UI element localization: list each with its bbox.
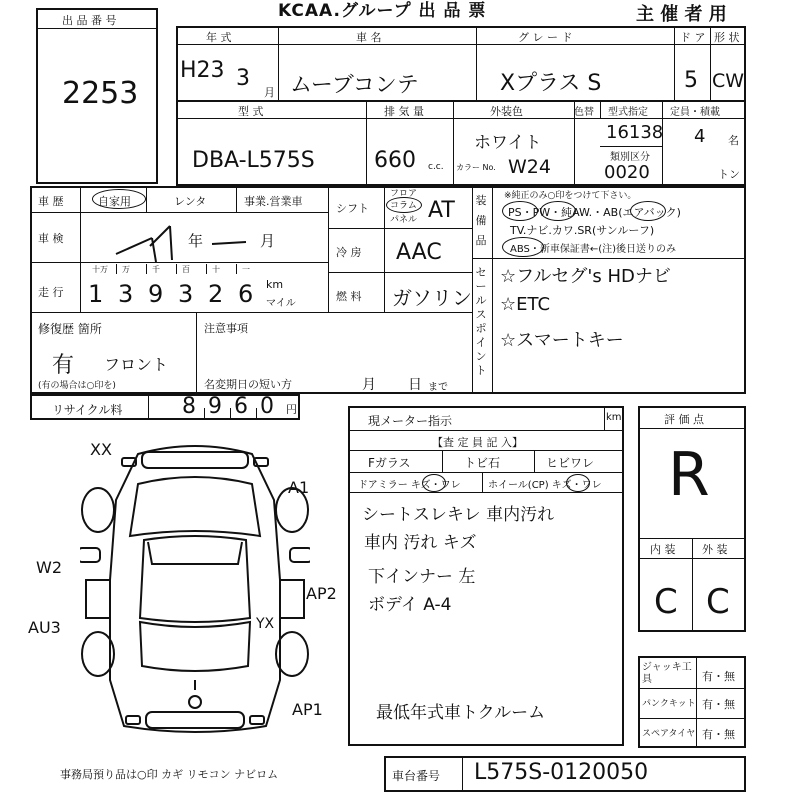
inspector-door-mirror: ドアミラー キズ・ワレ	[358, 480, 461, 491]
repair-value: 有	[52, 353, 75, 378]
chassis-value: L575S-0120050	[474, 760, 649, 785]
mileage-place-label: 千	[152, 265, 160, 274]
lot-number-box	[36, 8, 158, 184]
displacement-label: 排 気 量	[384, 105, 424, 118]
grade-value: R	[668, 440, 710, 510]
ac-value: AAC	[396, 240, 442, 265]
meter-label: 現メーター指示	[368, 414, 453, 428]
inspector-box	[348, 406, 624, 746]
inspector-f-glass: Fガラス	[368, 456, 411, 470]
mileage-digit: 2	[208, 280, 224, 308]
inspector-title: 【査 定 員 記 入】	[432, 436, 523, 449]
exterior-grade-label: 外 装	[702, 543, 728, 556]
capacity-unit: 名	[728, 134, 739, 147]
month-unit: 月	[264, 86, 275, 99]
fuel-value: ガソリン	[392, 286, 472, 310]
sales-side-label: セ ー ル ス ポ イ ン ト	[475, 266, 487, 377]
load-unit: トン	[718, 168, 740, 181]
spare-label: スペアタイヤ	[642, 729, 696, 739]
mileage-place-label: 万	[122, 265, 130, 274]
accessories-box	[638, 656, 746, 748]
history-label: 車 歴	[38, 195, 64, 208]
inspector-tobi: トビ石	[464, 456, 501, 470]
jack-label: ジャッキ工具	[642, 662, 692, 685]
inspection-strike	[112, 216, 272, 266]
equipment-side-label: 装 備 品	[475, 194, 487, 247]
diagram-mark-yx: YX	[256, 616, 275, 632]
grade-label: グ レ ー ド	[518, 31, 573, 44]
name-label: 車 名	[356, 31, 382, 44]
inspector-comment-1: シートスレキレ 車内汚れ	[362, 505, 555, 525]
color-no-value: W24	[508, 156, 551, 178]
exterior-value: ホワイト	[474, 133, 542, 153]
mileage-digit: 3	[178, 280, 194, 308]
shift-value: AT	[428, 198, 455, 223]
year-label: 年 式	[206, 31, 232, 44]
class-value: 0020	[604, 162, 650, 183]
inspection-label: 車 検	[38, 232, 64, 245]
type-spec-value: 16138	[606, 122, 664, 143]
pw-circle	[540, 201, 576, 221]
inspection-year-unit: 年	[188, 232, 204, 250]
history-rental: レンタ	[174, 195, 207, 208]
inspector-wheel: ホイール(CP) キズ・ワレ	[488, 480, 602, 491]
vehicle-table	[176, 26, 746, 186]
notes-label: 注意事項	[204, 322, 248, 335]
spare-yes-no: 有・無	[702, 728, 735, 741]
sponsor-label: 主 催 者 用	[636, 4, 727, 25]
diagram-mark-au3: AU3	[28, 618, 61, 637]
equipment-row2: TV.ナビ.カワ.SR(サンルーフ)	[510, 224, 655, 237]
inspector-comment-2: 車内 汚れ キズ	[364, 533, 477, 553]
interior-value: C	[654, 582, 678, 622]
mileage-digit: 6	[238, 280, 254, 308]
abs-circle	[502, 237, 544, 257]
sales-item-2: ☆ETC	[500, 294, 551, 315]
equipment-row3: ABS・新車保証書←(注)後日送りのみ	[510, 244, 677, 255]
doors-value: 5	[684, 68, 698, 93]
mileage-digit: 3	[118, 280, 134, 308]
grade-value: Xプラス S	[500, 71, 602, 96]
notes-until: まで	[428, 382, 448, 393]
month-value: 3	[236, 66, 250, 91]
color-no-label: カラー No.	[456, 163, 496, 172]
puncture-yes-no: 有・無	[702, 698, 735, 711]
shift-floor: フロア	[390, 189, 418, 199]
org-title: KCAA.グループ 出 品 票	[278, 1, 487, 21]
grade-label: 評 価 点	[664, 413, 704, 426]
condition-table	[30, 186, 746, 394]
shift-label: シフト	[336, 202, 369, 215]
ps-circle	[502, 201, 538, 221]
lot-number-value: 2253	[62, 76, 139, 111]
capacity-value: 4	[694, 126, 706, 147]
ab-circle	[630, 201, 666, 221]
inspector-hibi: ヒビワレ	[546, 456, 595, 470]
year-value: H23	[180, 58, 225, 83]
inspector-comment-3: 下インナー 左	[368, 567, 476, 587]
displacement-unit: c.c.	[428, 162, 444, 172]
mileage-digit: 9	[148, 280, 164, 308]
repair-location: フロント	[104, 355, 169, 374]
inspection-month-unit: 月	[260, 232, 276, 250]
recycle-unit: 円	[286, 403, 297, 416]
shift-column: コラム	[390, 201, 417, 211]
recycle-digit: 0	[260, 394, 274, 419]
recycle-digit: 6	[234, 394, 248, 419]
ac-label: 冷 房	[336, 246, 362, 259]
car-diagram	[80, 440, 310, 740]
chassis-box	[384, 756, 746, 792]
repair-note: (有の場合は○印を)	[38, 381, 116, 391]
grade-box	[638, 406, 746, 632]
doors-label: ド ア	[680, 31, 706, 44]
fuel-label: 燃 料	[336, 290, 362, 303]
model-value: DBA-L575S	[192, 148, 315, 173]
mileage-place-label: 十	[212, 265, 220, 274]
model-label: 型 式	[238, 105, 264, 118]
interior-label: 内 装	[650, 543, 676, 556]
history-private: 自家用	[98, 195, 131, 208]
mileage-label: 走 行	[38, 286, 64, 299]
sales-item-3: ☆スマートキー	[500, 330, 624, 351]
recycle-digit: 9	[208, 394, 222, 419]
history-business: 事業.営業車	[244, 195, 303, 208]
diagram-mark-ap1: AP1	[292, 700, 323, 719]
shift-panel: パネル	[390, 215, 418, 225]
sales-item-1: ☆フルセグ's HDナビ	[500, 266, 671, 287]
displacement-value: 660	[374, 148, 416, 173]
equipment-row1: PS・PW・純AW.・AB(エアバック)	[508, 206, 681, 219]
equipment-note: ※純正のみ○印をつけて下さい。	[504, 191, 637, 201]
mileage-place-label: 十万	[92, 265, 108, 274]
repair-label: 修復歴 箇所	[38, 322, 102, 336]
diagram-mark-xx: XX	[90, 440, 112, 459]
shape-value: CW	[712, 70, 745, 92]
diagram-mark-a1: A1	[288, 478, 310, 497]
inspector-comment-5: 最低年式車トクルーム	[376, 703, 546, 723]
lot-number-label: 出 品 番 号	[62, 14, 117, 27]
notes-short-period: 名変期日の短い方	[204, 378, 292, 391]
recycle-label: リサイクル料	[52, 403, 123, 417]
exterior-label: 外装色	[490, 105, 523, 118]
recycle-digit: 8	[182, 394, 196, 419]
mileage-unit-km: km	[266, 278, 284, 291]
notes-day-unit: 日	[408, 377, 422, 393]
puncture-label: パンクキット	[642, 699, 696, 709]
capacity-label: 定員・積載	[670, 107, 720, 118]
notes-month-unit: 月	[362, 377, 376, 393]
diagram-mark-ap2: AP2	[306, 584, 337, 603]
type-spec-label: 型式指定	[608, 107, 648, 118]
office-note: 事務局預り品は○印 カギ リモコン ナビロム	[60, 768, 279, 781]
jack-yes-no: 有・無	[702, 670, 735, 683]
recycle-box	[30, 394, 300, 420]
mileage-digit: 1	[88, 280, 104, 308]
inspector-comment-4: ボデイ A-4	[368, 595, 452, 615]
chassis-label: 車台番号	[392, 769, 441, 783]
shape-label: 形 状	[714, 31, 740, 44]
class-label: 類別区分	[610, 152, 650, 163]
history-private-circle	[92, 189, 146, 209]
mileage-place-label: 百	[182, 265, 190, 274]
color-change-label: 色替	[574, 107, 594, 118]
mirror-scratch-circle	[422, 474, 446, 492]
wheel-scratch-circle	[566, 474, 590, 492]
mileage-unit-mile: マイル	[266, 298, 296, 309]
meter-unit: km	[606, 412, 622, 423]
mileage-place-label: 一	[242, 265, 250, 274]
name-value: ムーブコンテ	[290, 73, 419, 98]
diagram-mark-w2: W2	[36, 558, 62, 577]
shift-column-circle	[386, 197, 422, 213]
exterior-value-grade: C	[706, 582, 730, 622]
